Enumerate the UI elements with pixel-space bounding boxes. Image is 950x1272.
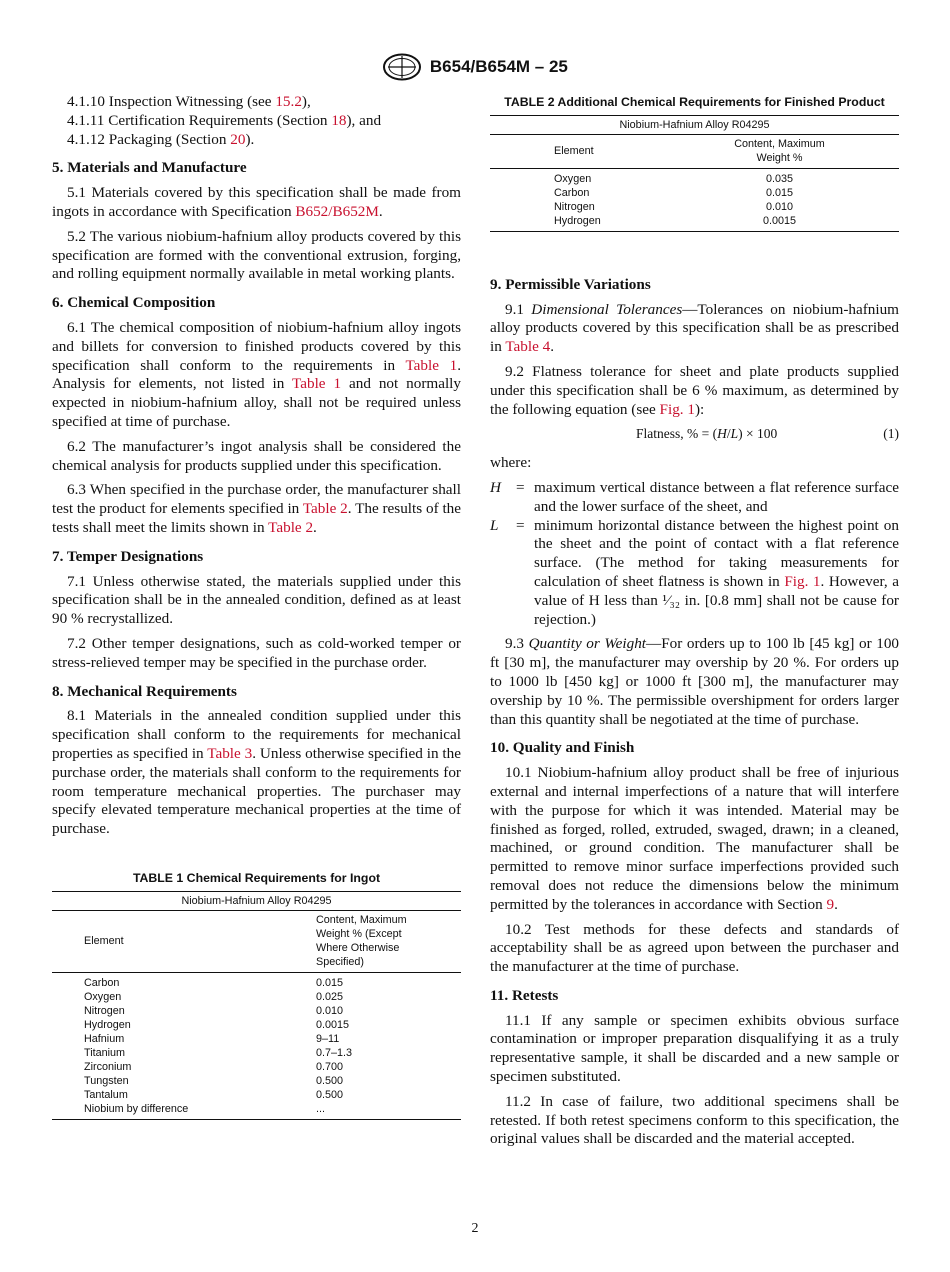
paragraph-9-1: 9.1 Dimensional Tolerances—Tolerances on niobium-hafnium alloy products covered by this specification shall be as prescribed in Table 4. <box>490 300 899 356</box>
where-label: where: <box>490 454 532 472</box>
paragraph-10-2: 10.2 Test methods for these defects and standards of acceptability shall be as agreed upon between the purchaser and the manufacturer at the time of purchase. <box>490 920 899 976</box>
table-2-link[interactable]: Table 2 <box>302 500 348 518</box>
list-item: 4.1.12 Packaging (Section 20). <box>67 130 255 148</box>
variable-definitions: H = maximum vertical distance between a flat reference surface and the lower surface of the sheet, and L = minimum horizontal distance between the highest point on the sheet and the point of contact with a flat reference surface. (The method for taking measurements for calculation of sheet flatness is shown in Fig. 1. However, a value of H less than ¹⁄₃₂ in. [0.8 mm] shall not be cause for rejection.) <box>490 478 899 628</box>
table-2-caption: TABLE 2 Additional Chemical Requirements for Finished Product <box>504 95 885 109</box>
table-row: Carbon 0.015 <box>554 186 794 199</box>
section-heading-7: 7. Temper Designations <box>52 547 204 565</box>
flatness-equation: Flatness, % = (H/L) × 100 (1) <box>490 425 899 444</box>
table-row: Carbon 0.015 <box>84 976 344 989</box>
table-1 <box>52 891 461 1120</box>
right-column <box>490 93 899 1155</box>
list-item: 4.1.11 Certification Requirements (Section 18), and <box>67 111 382 129</box>
table-row: Titanium 0.7–1.3 <box>84 1046 353 1059</box>
page-number: 2 <box>471 1221 479 1236</box>
table-2-col-content: Content, Maximum Weight % <box>720 134 899 168</box>
spec-link-b652[interactable]: B652/B652M <box>295 202 379 220</box>
symbol-l: L <box>490 516 499 534</box>
table-row: Oxygen 0.035 <box>554 172 794 185</box>
paragraph-6-1: 6.1 The chemical composition of niobium-hafnium alloy ingots and billets for conversion to finished products covered by this specification shall conform to the requirements in Table 1. Analysis for elements, not listed in Table 1 and not normally expected in niobium-hafnium alloy, shall not be required unless specified at time of purchase. <box>52 318 462 430</box>
section-heading-10: 10. Quality and Finish <box>490 739 635 757</box>
paragraph-7-2: 7.2 Other temper designations, such as cold-worked temper or stress-relieved temper may be specified in the purchase order. <box>52 634 461 671</box>
section-heading-11: 11. Retests <box>490 986 559 1004</box>
paragraph-6-3: 6.3 When specified in the purchase order, the manufacturer shall test the product for elements specified in Table 2. The results of the tests shall meet the limits shown in Table 2. <box>52 481 461 536</box>
paragraph-5-1: 5.1 Materials covered by this specification shall be made from ingots in accordance with Specification B652/B652M. <box>52 184 461 220</box>
table-1-link[interactable]: Table 1 <box>292 375 342 393</box>
table-row: Oxygen 0.025 <box>84 990 344 1003</box>
table-row: Hydrogen 0.0015 <box>490 214 899 232</box>
table-row: Hydrogen 0.0015 <box>84 1018 350 1031</box>
astm-logo-icon <box>382 53 422 81</box>
paragraph-11-1: 11.1 If any sample or specimen exhibits obvious surface contamination or improper preparation disqualifying it as a truly representative sample, it shall be discarded and a new sample or specimen substituted. <box>490 1011 899 1086</box>
table-row: Nitrogen 0.010 <box>84 1004 344 1017</box>
figure-1-link[interactable]: Fig. 1 <box>784 572 821 590</box>
definition-l: minimum horizontal distance between the highest point on the sheet and the point of contact with a flat reference surface. (The method for taking measurements for calculation of sheet flatness is shown in Fig. 1. However, a value of H less than ¹⁄₃₂ in. [0.8 mm] shall not be cause for rejection.) <box>534 516 899 628</box>
section-heading-9: 9. Permissible Variations <box>490 275 651 293</box>
table-3-link[interactable]: Table 3 <box>207 744 253 762</box>
definition-h: maximum vertical distance between a flat reference surface and the lower surface of the sheet, and <box>534 478 899 515</box>
section-link[interactable]: 18 <box>331 111 347 129</box>
section-link[interactable]: 15.2 <box>275 93 302 110</box>
page-header <box>0 53 950 81</box>
symbol-h: H <box>490 478 501 496</box>
paragraph-9-3: 9.3 Quantity or Weight—For orders up to 100 lb [45 kg] or 100 ft [30 m], the manufacturer may overship by 20 %. For orders up to 1000 lb [450 kg] or 1000 ft [300 m], the manufacturer may overship by 10 %. The permissible overshipment for orders larger than this quantity shall be negotiated at the time of purchase. <box>490 635 900 728</box>
table-1-col-content: Content, Maximum Weight % (Except Where Otherwise Specified) <box>316 910 461 972</box>
table-4-link[interactable]: Table 4 <box>505 338 551 356</box>
left-column <box>52 93 461 1120</box>
table-row: Niobium by difference ... <box>52 1102 461 1120</box>
table-row: Hafnium 9–11 <box>84 1032 340 1045</box>
paragraph-5-2: 5.2 The various niobium-hafnium alloy products covered by this specification are formed with the conventional extrusion, forging, and rolling equipment normally available in metal working plants. <box>52 227 461 283</box>
table-row: Tantalum 0.500 <box>84 1088 344 1101</box>
table-1-span-header: Niobium-Hafnium Alloy R04295 <box>52 891 461 910</box>
paragraph-9-2: 9.2 Flatness tolerance for sheet and plate products supplied under this specification shall be 6 % maximum, as determined by the following equation (see Fig. 1): <box>490 362 899 418</box>
table-2 <box>490 115 899 232</box>
table-row: Zirconium 0.700 <box>84 1060 344 1073</box>
table-1-caption: TABLE 1 Chemical Requirements for Ingot <box>132 870 381 885</box>
table-1-col-element: Element <box>84 910 316 972</box>
section-heading-8: 8. Mechanical Requirements <box>52 682 237 700</box>
table-2-span-header: Niobium-Hafnium Alloy R04295 <box>490 115 899 134</box>
section-heading-5: 5. Materials and Manufacture <box>52 159 247 177</box>
table-row: Nitrogen 0.010 <box>554 200 794 213</box>
paragraph-6-2: 6.2 The manufacturer’s ingot analysis shall be considered the chemical analysis for products supplied under this specification. <box>52 437 461 474</box>
section-9-link[interactable]: 9 <box>826 895 835 913</box>
equation-number: (1) <box>883 426 899 442</box>
table-2-link[interactable]: Table 2 <box>268 518 314 536</box>
paragraph-7-1: 7.1 Unless otherwise stated, the materials supplied under this specification shall be in the annealed condition, defined as at least 90 % recrystallized. <box>52 572 461 628</box>
paragraph-11-2: 11.2 In case of failure, two additional specimens shall be retested. If both retest specimens conform to this specification, the original values shall be discarded and the material accepted. <box>490 1092 899 1148</box>
table-2-col-element: Element <box>554 134 720 168</box>
section-heading-6: 6. Chemical Composition <box>52 294 216 312</box>
list-item: 4.1.10 Inspection Witnessing (see 15.2), <box>67 93 311 110</box>
paragraph-8-1: 8.1 Materials in the annealed condition supplied under this specification shall conform to the requirements for mechanical properties as specified in Table 3. Unless otherwise specified in the purchase order, the materials shall conform to the requirements for room temperature mechanical properties. The purchaser may specify elevated temperature mechanical properties at the time of purchase. <box>52 707 461 838</box>
table-row: Tungsten 0.500 <box>84 1074 344 1087</box>
continued-list <box>52 93 461 149</box>
table-1-link[interactable]: Table 1 <box>405 356 458 374</box>
section-link[interactable]: 20 <box>230 130 246 148</box>
figure-1-link[interactable]: Fig. 1 <box>659 400 695 418</box>
paragraph-10-1: 10.1 Niobium-hafnium alloy product shall be free of injurious external and internal imperfections of a nature that will interfere with the purpose for which it was intended. Material may be finished as forged, rolled, extruded, swaged, drawn; in a cleaned, machined, or ground condition. The manufacturer shall be permitted to remove minor surface imperfections provided such removal does not reduce the dimensions below the minimum permitted by the tolerances in accordance with Section 9. <box>490 764 899 913</box>
document-designation: B654/B654M – 25 <box>429 56 568 76</box>
